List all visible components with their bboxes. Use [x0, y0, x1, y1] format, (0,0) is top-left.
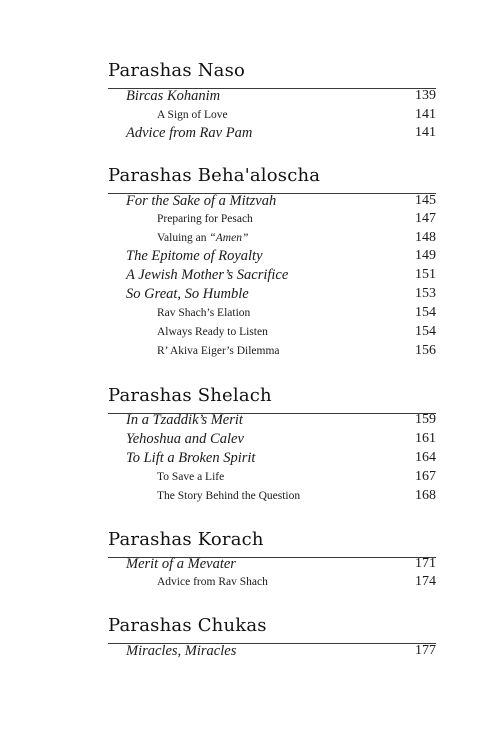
entry-page-number: 168: [415, 488, 436, 503]
entry-page-number: 156: [415, 343, 436, 358]
entry-title: A Jewish Mother’s Sacrifice: [126, 267, 289, 283]
entry-page-number: 174: [415, 574, 436, 589]
section-heading: Parashas Beha'aloscha: [108, 165, 321, 186]
section-heading: Parashas Shelach: [108, 385, 272, 406]
toc-subentry[interactable]: [0, 211, 500, 230]
entry-page-number: 177: [415, 643, 436, 658]
toc-subentry[interactable]: [0, 305, 500, 324]
entry-page-number: 167: [415, 469, 436, 484]
section-heading: Parashas Chukas: [108, 615, 267, 636]
toc-entry[interactable]: [0, 248, 500, 267]
entry-page-number: 164: [415, 450, 436, 465]
entry-page-number: 141: [415, 125, 436, 140]
entry-page-number: 161: [415, 431, 436, 446]
entry-page-number: 171: [415, 556, 436, 571]
entry-title: The Epitome of Royalty: [126, 248, 263, 264]
entry-title: To Lift a Broken Spirit: [126, 450, 256, 466]
subentry-title: Preparing for Pesach: [157, 213, 253, 225]
entry-page-number: 151: [415, 267, 436, 282]
subentry-title: Advice from Rav Shach: [157, 576, 268, 588]
subentry-title: Rav Shach’s Elation: [157, 307, 251, 319]
toc-entry[interactable]: [0, 267, 500, 286]
entry-title: In a Tzaddik’s Merit: [126, 412, 243, 428]
toc-subentry[interactable]: [0, 574, 500, 593]
entry-page-number: 153: [415, 286, 436, 301]
subentry-title: [157, 232, 248, 244]
subentry-title: Always Ready to Listen: [157, 326, 268, 338]
entry-page-number: 145: [415, 193, 436, 208]
entry-page-number: 141: [415, 107, 436, 122]
entry-page-number: 154: [415, 305, 436, 320]
section-heading: Parashas Naso: [108, 60, 246, 81]
subentry-title-prefix: Valuing an: [157, 232, 210, 244]
toc-entry[interactable]: [0, 88, 500, 107]
toc-subentry[interactable]: [0, 343, 500, 362]
subentry-title: R’ Akiva Eiger’s Dilemma: [157, 345, 280, 357]
toc-subentry[interactable]: [0, 107, 500, 126]
subentry-title-emphasis: “Amen”: [209, 232, 249, 244]
entry-title: Yehoshua and Calev: [126, 431, 244, 447]
entry-title: So Great, So Humble: [126, 286, 249, 302]
entry-page-number: 154: [415, 324, 436, 339]
entry-page-number: 147: [415, 211, 436, 226]
toc-entry[interactable]: [0, 193, 500, 212]
toc-subentry[interactable]: [0, 230, 500, 249]
toc-subentry[interactable]: [0, 469, 500, 488]
toc-entry[interactable]: [0, 643, 500, 662]
section-heading: Parashas Korach: [108, 529, 264, 550]
toc-entry[interactable]: [0, 125, 500, 144]
toc-entry[interactable]: [0, 556, 500, 575]
subentry-title: A Sign of Love: [157, 109, 228, 121]
toc-entry[interactable]: [0, 450, 500, 469]
toc-entry[interactable]: [0, 286, 500, 305]
toc-subentry[interactable]: [0, 488, 500, 507]
entry-page-number: 148: [415, 230, 436, 245]
entry-page-number: 149: [415, 248, 436, 263]
toc-subentry[interactable]: [0, 324, 500, 343]
entry-title: Advice from Rav Pam: [126, 125, 253, 141]
entry-page-number: 139: [415, 88, 436, 103]
toc-entry[interactable]: [0, 431, 500, 450]
subentry-title: The Story Behind the Question: [157, 490, 301, 502]
entry-page-number: 159: [415, 412, 436, 427]
entry-title: Miracles, Miracles: [126, 643, 237, 659]
toc-entry[interactable]: [0, 412, 500, 431]
subentry-title: To Save a Life: [157, 471, 225, 483]
entry-title: For the Sake of a Mitzvah: [126, 193, 277, 209]
entry-title: Merit of a Mevater: [126, 556, 236, 572]
entry-title: Bircas Kohanim: [126, 88, 221, 104]
